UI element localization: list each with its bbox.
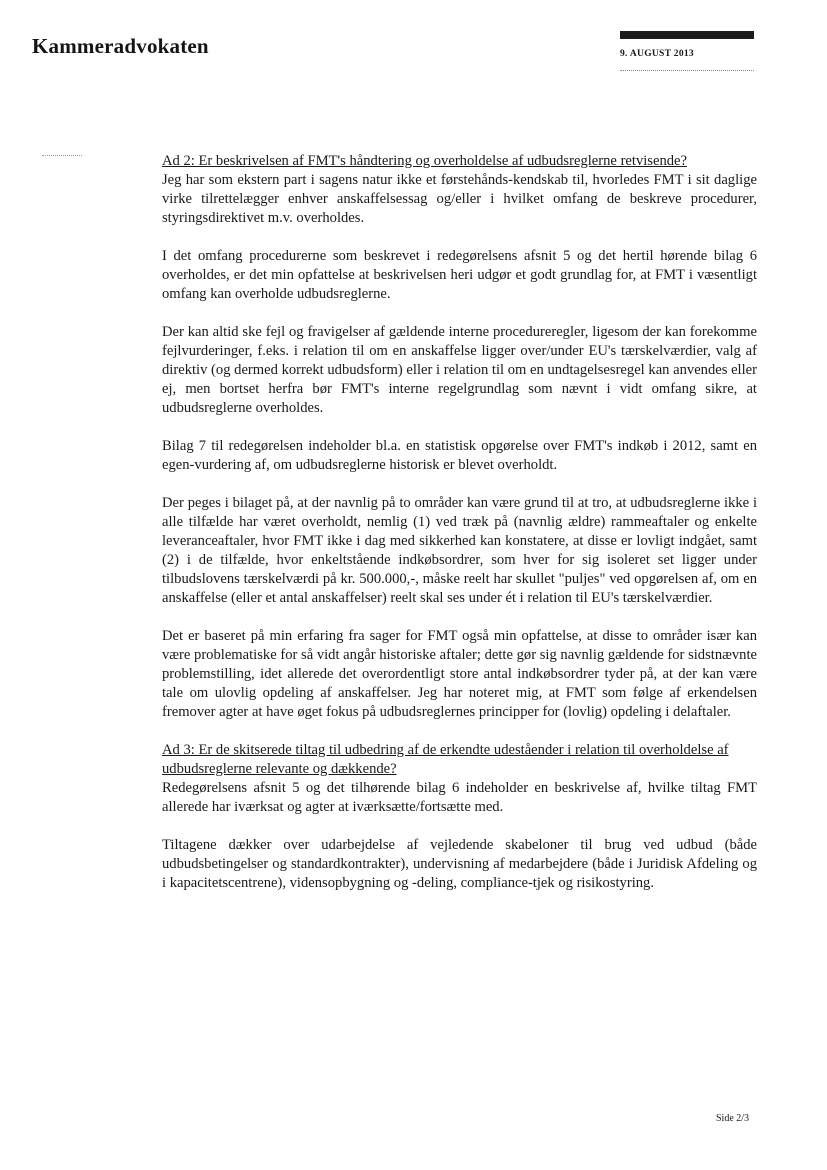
paragraph: Jeg har som ekstern part i sagens natur ikke et førstehånds-kendskab til, hvorledes FMT i sit daglige virke tilrettelægger enhver anskaffelsessag og/eller i hvilket omfang de beskreve procedurer, styringsdirektivet m.v. overholdes. — [162, 172, 757, 226]
section-ad2 — [162, 152, 757, 722]
paragraph: Redegørelsens afsnit 5 og det tilhørende bilag 6 indeholder en beskrivelse af, hvilke tiltag FMT allerede har iværksat og agter at iværksætte/fortsætte med. — [162, 780, 757, 815]
document-body — [162, 152, 757, 912]
date-divider — [620, 70, 754, 71]
paragraph: Der kan altid ske fejl og fravigelser af gældende interne procedureregler, ligesom der kan forekomme fejlvurderinger, f.eks. i relation til om en anskaffelse ligger over/under EU's tærskelværdier, valg af direktiv (og dermed korrekt udbudsform) eller i relation til om en undtagelsesregel kan anvendes eller ej, men bortset herfra bør FMT's interne regelgrundlag som nævnt i vidt omfang sikre, at udbudsreglerne overholdes. — [162, 324, 757, 416]
paragraph: Tiltagene dækker over udarbejdelse af vejledende skabeloner til brug ved udbud (både udbudsbetingelser og standardkontrakter), undervisning af medarbejdere (både i Juridisk Afdeling og i kapacitetscentrene), vidensopbygning og -deling, compliance-tjek og risikostyring. — [162, 837, 757, 891]
paragraph: Bilag 7 til redegørelsen indeholder bl.a. en statistisk opgørelse over FMT's indkøb i 2012, samt en egen-vurdering af, om udbudsreglerne historisk er blevet overholdt. — [162, 438, 757, 473]
section-heading: Ad 2: Er beskrivelsen af FMT's håndtering og overholdelse af udbudsreglerne retvisende? — [162, 153, 688, 169]
section-heading: Ad 3: Er de skitserede tiltag til udbedring af de erkendte udeståender i relation til overholdelse af udbudsreglerne relevante og dækkende? — [162, 742, 729, 777]
section-ad3 — [162, 741, 757, 893]
header-bar — [620, 31, 754, 39]
paragraph: Der peges i bilaget på, at der navnlig på to områder kan være grund til at tro, at udbudsreglerne ikke i alle tilfælde har været overholdt, nemlig (1) ved træk på (navnlig ældre) rammeaftaler og enkelte leveranceaftaler, hvor FMT ikke i dag med sikkerhed kan konstatere, at disse er lovligt indgået, samt (2) i de tilfælde, hvor enkeltstående indkøbsordrer, som hver for sig isoleret set ligger under tilbudslovens tærskelværdi på kr. 500.000,-, måske reelt har skullet "puljes" ved opgørelsen af, om en anskaffelse (eller et antal anskaffelser) reelt skal ses under ét i relation til EU's tærskelværdier. — [162, 495, 757, 606]
page-number: Side 2/3 — [716, 1113, 750, 1124]
organization-name: Kammeradvokaten — [32, 34, 209, 58]
paragraph: Det er baseret på min erfaring fra sager for FMT også min opfattelse, at disse to områder især kan være problematiske for så vidt angår historiske aftaler; dette gør sig navnlig gældende for sidstnævnte problemstilling, idet allerede det overordentligt store antal indkøbsordrer tyder på, at der kan være tale om ulovlig opdeling af anskaffelser. Jeg har noteret mig, at FMT som følge af erkendelsen fremover agter at have øget fokus på udbudsreglernes principper for (lovlig) opdeling i delaftaler. — [162, 628, 757, 720]
paragraph: I det omfang procedurerne som beskrevet i redegørelsens afsnit 5 og det hertil hørende bilag 6 overholdes, er det min opfattelse at beskrivelsen heri udgør et godt grundlag for, at FMT i væsentligt omfang kan overholde udbudsreglerne. — [162, 248, 757, 302]
document-date: 9. AUGUST 2013 — [620, 49, 694, 59]
margin-divider — [42, 155, 82, 156]
